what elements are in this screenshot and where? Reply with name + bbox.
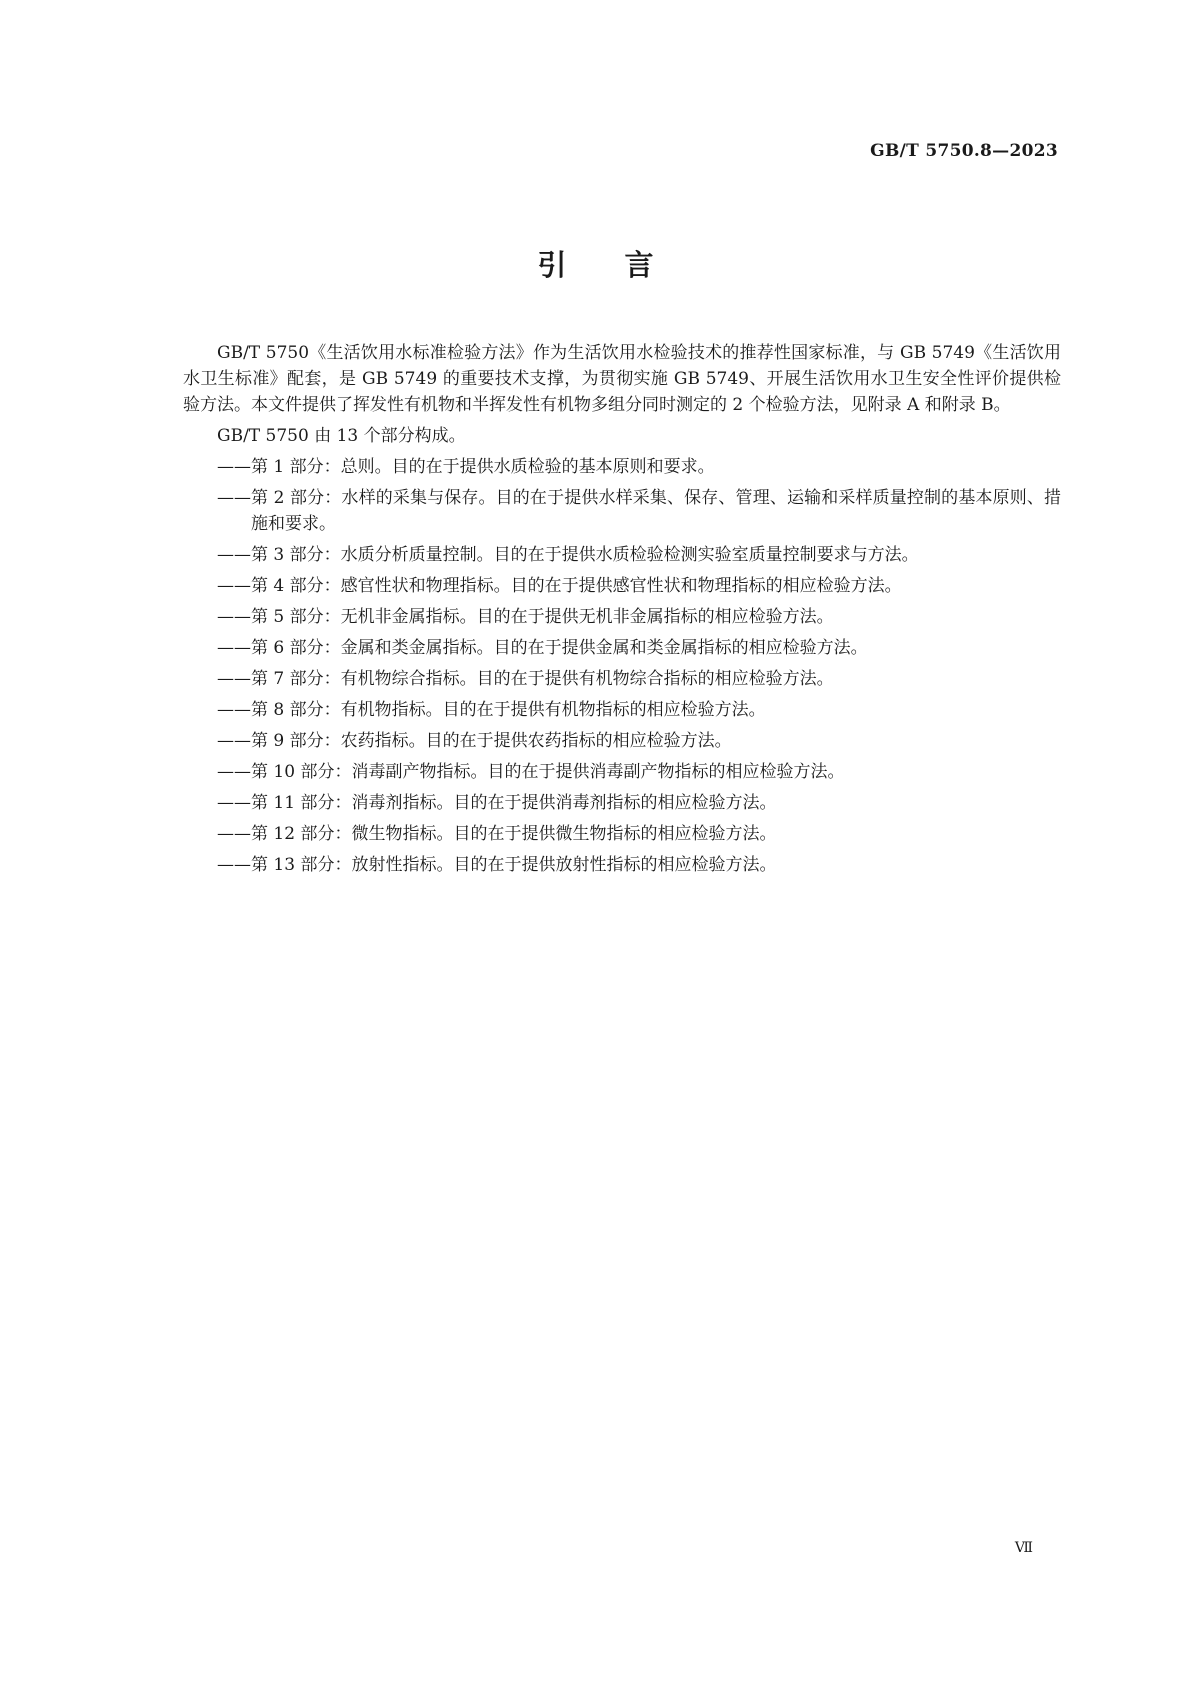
- part-text: 第 4 部分：感官性状和物理指标。目的在于提供感官性状和物理指标的相应检验方法。: [251, 576, 902, 596]
- part-text: 第 3 部分：水质分析质量控制。目的在于提供水质检验检测实验室质量控制要求与方法。: [251, 545, 919, 565]
- list-dash: ——: [217, 824, 251, 844]
- list-dash: ——: [217, 700, 251, 720]
- list-item: [183, 728, 1061, 754]
- part-text: 第 2 部分：水样的采集与保存。目的在于提供水样采集、保存、管理、运输和采样质量控制的基本原则、措施和要求。: [251, 488, 1061, 534]
- list-item: [183, 542, 1061, 568]
- list-item: [183, 454, 1061, 480]
- list-item: [183, 821, 1061, 847]
- list-dash: ——: [217, 607, 251, 627]
- list-dash: ——: [217, 545, 251, 565]
- list-dash: ——: [217, 731, 251, 751]
- list-dash: ——: [217, 638, 251, 658]
- parts-list: [183, 454, 1061, 878]
- list-dash: ——: [217, 488, 251, 508]
- list-item: [183, 573, 1061, 599]
- part-text: 第 5 部分：无机非金属指标。目的在于提供无机非金属指标的相应检验方法。: [251, 607, 834, 627]
- list-dash: ——: [217, 855, 251, 875]
- part-text: 第 11 部分：消毒剂指标。目的在于提供消毒剂指标的相应检验方法。: [251, 793, 777, 813]
- list-item: [183, 604, 1061, 630]
- part-text: 第 8 部分：有机物指标。目的在于提供有机物指标的相应检验方法。: [251, 700, 766, 720]
- standard-code: GB/T 5750.8—2023: [870, 141, 1058, 161]
- list-item: [183, 759, 1061, 785]
- list-item: [183, 790, 1061, 816]
- parts-summary: GB/T 5750 由 13 个部分构成。: [217, 426, 466, 446]
- part-text: 第 13 部分：放射性指标。目的在于提供放射性指标的相应检验方法。: [251, 855, 777, 875]
- part-text: 第 7 部分：有机物综合指标。目的在于提供有机物综合指标的相应检验方法。: [251, 669, 834, 689]
- list-dash: ——: [217, 669, 251, 689]
- page-number: Ⅶ: [1014, 1540, 1033, 1556]
- list-item: [183, 852, 1061, 878]
- part-text: 第 6 部分：金属和类金属指标。目的在于提供金属和类金属指标的相应检验方法。: [251, 638, 868, 658]
- list-dash: ——: [217, 457, 251, 477]
- document-body: [183, 340, 1061, 883]
- intro-paragraph: GB/T 5750《生活饮用水标准检验方法》作为生活饮用水检验技术的推荐性国家标准，与 GB 5749《生活饮用水卫生标准》配套，是 GB 5749 的重要技术支撑，为贯彻实施 GB 5749、开展生活饮用水卫生安全性评价提供检验方法。本文件提供了挥发性有机物和半挥发性有机物多组分同时测定的 2 个检验方法，见附录 A 和附录 B。: [183, 343, 1061, 415]
- list-dash: ——: [217, 576, 251, 596]
- part-text: 第 12 部分：微生物指标。目的在于提供微生物指标的相应检验方法。: [251, 824, 777, 844]
- list-item: [183, 697, 1061, 723]
- part-text: 第 9 部分：农药指标。目的在于提供农药指标的相应检验方法。: [251, 731, 732, 751]
- part-text: 第 10 部分：消毒副产物指标。目的在于提供消毒副产物指标的相应检验方法。: [251, 762, 845, 782]
- list-dash: ——: [217, 793, 251, 813]
- page-title: 引言: [537, 248, 712, 282]
- list-item: [183, 635, 1061, 661]
- list-item: [183, 485, 1061, 537]
- list-dash: ——: [217, 762, 251, 782]
- list-item: [183, 666, 1061, 692]
- part-text: 第 1 部分：总则。目的在于提供水质检验的基本原则和要求。: [251, 457, 715, 477]
